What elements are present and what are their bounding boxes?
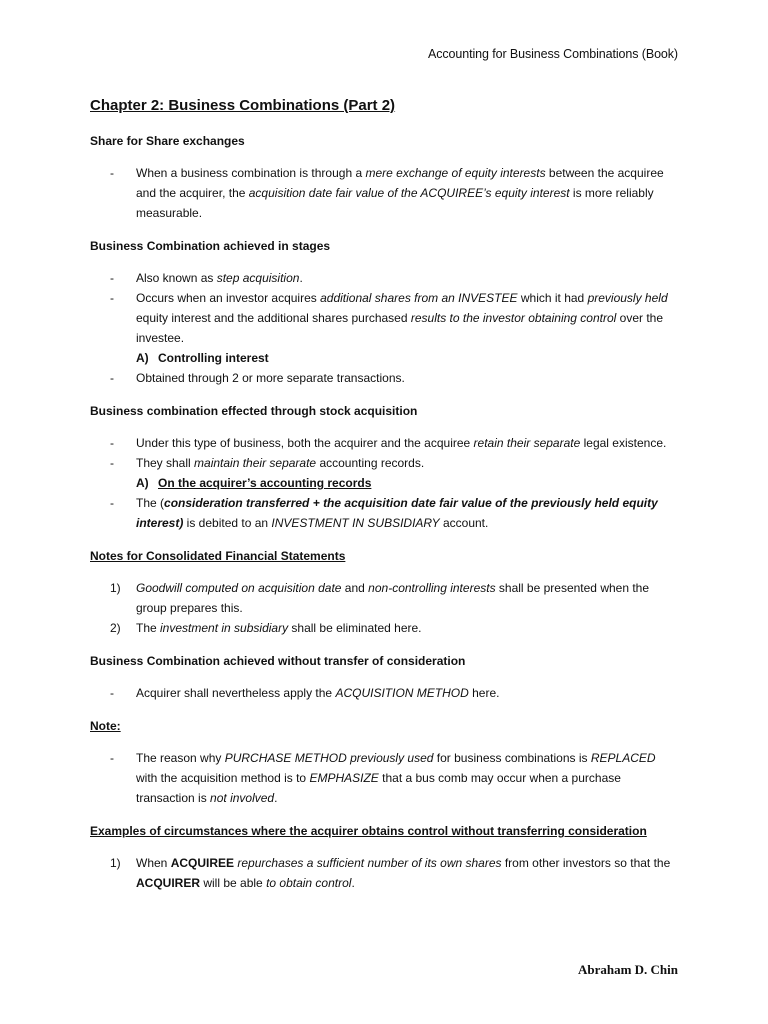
bullet-list [90,268,680,388]
section-heading-notes-cfs: Notes for Consolidated Financial Statements [90,549,346,563]
list-item: - The reason why PURCHASE METHOD previously used for business combinations is REPLACED with the acquisition method is to EMPHASIZE that a bus comb may occur when a purchase transaction is not involved. [110,751,656,805]
section-heading-without-transfer: Business Combination achieved without transfer of consideration [90,654,466,668]
list-item: - Occurs when an investor acquires additional shares from an INVESTEE which it had previously held equity interest and the additional shares purchased results to the investor obtaining control over the investee. [110,291,668,345]
list-item: - Acquirer shall nevertheless apply the ACQUISITION METHOD here. [110,686,500,700]
chapter-title: Chapter 2: Business Combinations (Part 2) [90,97,396,114]
list-item: 1) When ACQUIREE repurchases a sufficient number of its own shares from other investors so that the ACQUIRER will be able to obtain control. [110,856,671,890]
section-heading-stock-acquisition: Business combination effected through stock acquisition [90,404,418,418]
bullet-list [90,433,680,533]
list-item: - Obtained through 2 or more separate transactions. [110,371,405,385]
sub-item-acquirer-records: A) On the acquirer’s accounting records [136,476,372,490]
list-item: - They shall maintain their separate accounting records. [110,456,425,470]
list-item: 2) The investment in subsidiary shall be eliminated here. [110,621,422,635]
list-item: - Under this type of business, both the acquirer and the acquiree retain their separate legal existence. [110,436,667,450]
list-item: - Also known as step acquisition. [110,271,303,285]
bullet-list [90,683,680,703]
bullet-list [90,163,680,223]
document-body [90,95,680,906]
numbered-list [90,853,680,893]
list-item: 1) Goodwill computed on acquisition date and non-controlling interests shall be presented when the group prepares this. [110,581,650,615]
section-heading-examples: Examples of circumstances where the acquirer obtains control without transferring consideration [90,824,647,838]
list-item: - The (consideration transferred + the acquisition date fair value of the previously held equity interest) is debited to an INVESTMENT IN SUBSIDIARY account. [110,496,658,530]
bullet-list [90,748,680,808]
author-footer: Abraham D. Chin [577,962,678,977]
running-header: Accounting for Business Combinations (Book) [428,47,678,61]
section-heading-stages: Business Combination achieved in stages [90,239,331,253]
section-heading-share-exchange: Share for Share exchanges [90,134,245,148]
numbered-list [90,578,680,638]
sub-item-controlling-interest: A) Controlling interest [136,351,269,365]
list-item: - When a business combination is through a mere exchange of equity interests between the acquiree and the acquirer, the acquisition date fair value of the ACQUIREE’s equity interest is more reliably measurable. [110,166,664,220]
section-heading-note: Note: [90,719,121,733]
